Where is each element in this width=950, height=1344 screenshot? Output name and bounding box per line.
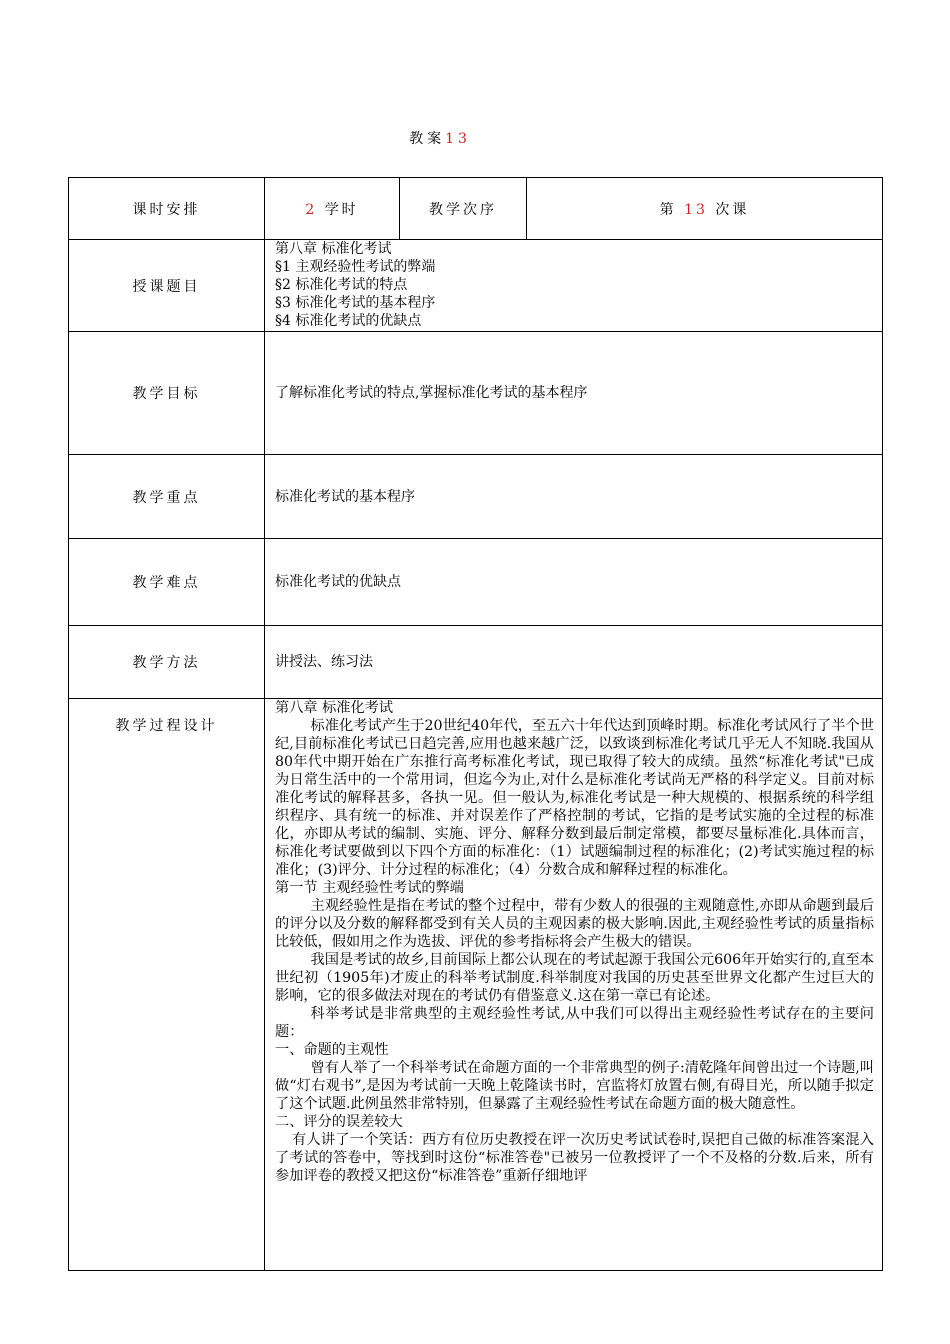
row-topic xyxy=(69,240,883,332)
process-paragraph: 有人讲了一个笑话：西方有位历史教授在评一次历史考试试卷时,误把自己做的标准答案混入了考试的答卷中，等找到时这份“标准答卷"已被另一位教授评了一个不及格的分数.后来，所有参加评卷的教授又把这份“标准答卷”重新仔细地评 xyxy=(275,1132,874,1184)
process-label: 教学过程设计 xyxy=(69,699,265,1271)
chapter-heading: 第八章 标准化考试 xyxy=(275,700,394,716)
row-process xyxy=(69,699,883,1271)
lesson-prefix: 第 xyxy=(659,201,677,218)
topic-list xyxy=(265,240,883,332)
hours-cell xyxy=(265,178,400,240)
row-key-point xyxy=(69,455,883,539)
process-paragraph: 主观经验性是指在考试的整个过程中，带有少数人的很强的主观随意性,亦即从命题到最后的评分以及分数的解释都受到有关人员的主观因素的极大影响.因此,主观经验性考试的质量指标比较低，假如用之作为选拔、评优的参考指标将会产生极大的错误。 xyxy=(275,898,874,950)
row-goal xyxy=(69,332,883,455)
topic-label: 授课题目 xyxy=(69,240,265,332)
goal-value: 了解标准化考试的特点,掌握标准化考试的基本程序 xyxy=(265,332,883,455)
topic-line: §3 标准化考试的基本程序 xyxy=(275,295,436,311)
method-label: 教学方法 xyxy=(69,626,265,699)
method-value: 讲授法、练习法 xyxy=(265,626,883,699)
topic-line: §2 标准化考试的特点 xyxy=(275,277,408,293)
title-number: 13 xyxy=(445,131,471,147)
topic-line: §4 标准化考试的优缺点 xyxy=(275,313,422,329)
topic-line: 第八章 标准化考试 xyxy=(275,241,392,257)
difficult-point-value: 标准化考试的优缺点 xyxy=(265,539,883,626)
subsection-heading: 一、命题的主观性 xyxy=(275,1042,389,1058)
lesson-plan-table xyxy=(68,177,883,1271)
page-title xyxy=(0,128,880,148)
difficult-point-label: 教学难点 xyxy=(69,539,265,626)
process-paragraph: 科举考试是非常典型的主观经验性考试,从中我们可以得出主观经验性考试存在的主要问题： xyxy=(275,1006,874,1040)
hours-unit: 学时 xyxy=(324,201,359,218)
process-content xyxy=(265,699,883,1271)
process-paragraph: 曾有人举了一个科举考试在命题方面的一个非常典型的例子:清乾隆年间曾出过一个诗题,叫做“灯右观书”,是因为考试前一天晚上乾隆读书时，宫监将灯放置右侧,有碍目光，所以随手拟定了这个试题.此例虽然非常特别，但暴露了主观经验性考试在命题方面的极大随意性。 xyxy=(275,1060,874,1112)
section-heading: 第一节 主观经验性考试的弊端 xyxy=(275,880,464,896)
schedule-label: 课时安排 xyxy=(69,178,265,240)
order-label: 教学次序 xyxy=(400,178,527,240)
subsection-heading: 二、评分的误差较大 xyxy=(275,1114,403,1130)
process-paragraph: 标准化考试产生于20世纪40年代，至五六十年代达到顶峰时期。标准化考试风行了半个世纪,目前标准化考试已日趋完善,应用也越来越广泛，以致谈到标准化考试几乎无人不知晓.我国从80年代中期开始在广东推行高考标准化考试，现已取得了较大的成绩。虽然“标准化考试"已成为日常生活中的一个常用词，但迄今为止,对什么是标准化考试尚无严格的科学定义。目前对标准化考试的解释甚多，各执一见。但一般认为,标准化考试是一种大规模的、根据系统的科学组织程序、具有统一的标准、并对误差作了严格控制的考试，它指的是考试实施的全过程的标准化，亦即从考试的编制、实施、评分、解释分数到最后制定常模，都要尽量标准化.具体而言，标准化考试要做到以下四个方面的标准化：（1）试题编制过程的标准化；(2)考试实施过程的标准化；(3)评分、计分过程的标准化；（4）分数合成和解释过程的标准化。 xyxy=(275,718,874,878)
process-paragraph: 我国是考试的故乡,目前国际上都公认现在的考试起源于我国公元606年开始实行的,直至本世纪初（1905年)才废止的科举考试制度.科举制度对我国的历史甚至世界文化都产生过巨大的影响，它的很多做法对现在的考试仍有借鉴意义.这在第一章已有论述。 xyxy=(275,952,874,1004)
row-difficult-point xyxy=(69,539,883,626)
key-point-label: 教学重点 xyxy=(69,455,265,539)
lesson-number: 13 xyxy=(684,201,708,218)
lesson-suffix: 次课 xyxy=(715,201,750,218)
row-method xyxy=(69,626,883,699)
lesson-number-cell xyxy=(527,178,883,240)
row-schedule xyxy=(69,178,883,240)
key-point-value: 标准化考试的基本程序 xyxy=(265,455,883,539)
hours-number: 2 xyxy=(305,201,318,218)
goal-label: 教学目标 xyxy=(69,332,265,455)
topic-line: §1 主观经验性考试的弊端 xyxy=(275,259,436,275)
title-prefix: 教案 xyxy=(409,131,446,147)
